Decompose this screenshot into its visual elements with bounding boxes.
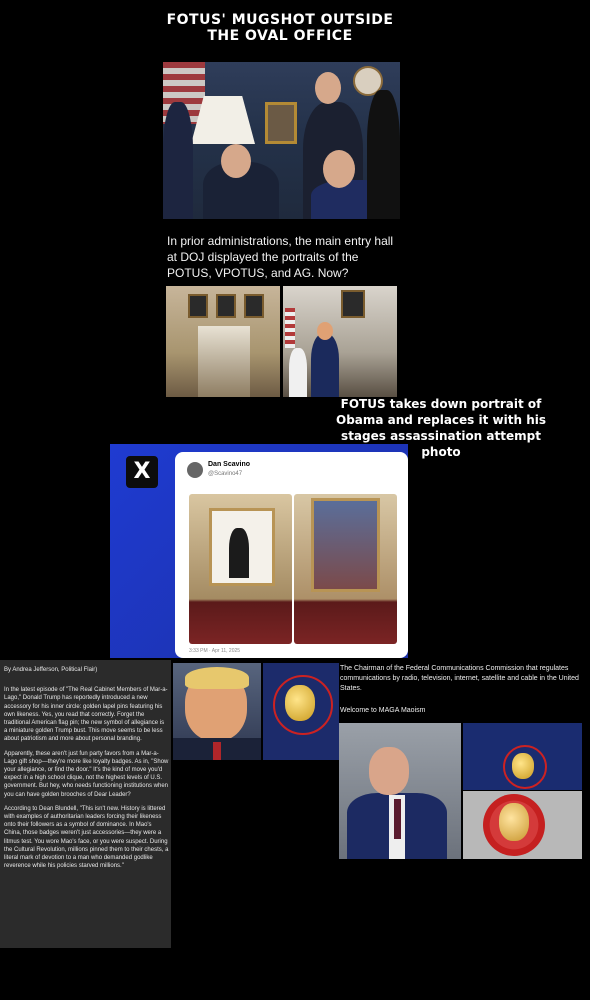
person-figure — [367, 90, 400, 219]
portrait-frame — [216, 294, 236, 318]
doj-hall-photo-before — [166, 286, 280, 397]
x-logo-icon: X — [126, 456, 158, 488]
fcc-description: The Chairman of the Federal Communications Commission that regulates communications by radio, television, internet, satellite and cable in the United States. — [340, 665, 579, 692]
person-face — [317, 322, 333, 340]
person-figure — [163, 102, 193, 219]
mao-bust-image — [499, 803, 529, 841]
person-tie — [213, 742, 221, 760]
portrait-figure — [229, 528, 249, 578]
person-hair — [185, 667, 249, 689]
oval-office-photo — [163, 62, 400, 219]
person-face — [315, 72, 341, 104]
tweet-date: 3:33 PM · Apr 11, 2025 — [189, 648, 241, 654]
fcc-chairman-photo — [339, 723, 461, 859]
article-screenshot — [0, 660, 171, 948]
person-tie — [394, 799, 401, 839]
person-face — [221, 144, 251, 178]
tweet-card — [175, 452, 408, 658]
fcc-tagline: Welcome to MAGA Maoism — [340, 707, 426, 714]
doj-caption: In prior administrations, the main entry hall at DOJ displayed the portraits of the POTUS, VPOTUS, and AG. Now? — [167, 234, 394, 280]
fcc-text — [340, 664, 580, 728]
mao-badge-photo — [463, 791, 582, 859]
assassination-attempt-portrait-photo — [294, 494, 397, 644]
article-byline: By Andrea Jefferson, Political Flair) — [4, 667, 98, 673]
lapel-pin-closeup-photo — [463, 723, 582, 790]
gold-pin-image — [512, 753, 534, 779]
tweet-handle: @Scavino47 — [208, 471, 243, 477]
hallway — [198, 326, 250, 397]
headline: FOTUS' MUGSHOT OUTSIDE THE OVAL OFFICE — [166, 12, 394, 44]
portrait-caption: FOTUS takes down portrait of Obama and replaces it with his stages assassination attempt photo — [336, 397, 546, 459]
portrait-frame — [188, 294, 208, 318]
avatar — [187, 462, 203, 478]
gold-pin-photo — [263, 663, 339, 760]
portrait-frame — [311, 498, 380, 592]
x-post-screenshot — [110, 444, 408, 658]
trump-photo — [173, 663, 261, 760]
doj-hall-photo-after — [283, 286, 397, 397]
person-figure — [311, 334, 339, 397]
article-paragraph: According to Dean Blundell, "This isn't new. History is littered with examples of authoritarian leaders forcing their likeness onto their followers as a symbol of dominance. In Mao's China, those badges weren't just accessories—they were a litmus test. You wore Mao's face, or you were suspect. During the Cultural Revolution, millions pinned them to their chests, a literal mark of devotion to a man who demanded godlike reverence while his policies starved millions." — [4, 805, 169, 870]
flag-image — [285, 308, 295, 348]
obama-portrait-photo — [189, 494, 292, 644]
person-face — [323, 150, 355, 188]
portrait-frame — [341, 290, 365, 318]
person-figure — [289, 348, 307, 397]
article-paragraph: Apparently, these aren't just fun party favors from a Mar-a-Lago gift shop—they're more like loyalty badges. As in, "Show your allegiance, or find the door." It's the kind of move you'd expect in a high school clique, not the highest levels of U.S. government. But hey, who needs functioning institutions when you can have golden brooches of Dear Leader? — [4, 750, 169, 798]
article-paragraph: In the latest episode of "The Real Cabinet Members of Mar-a-Lago," Donald Trump has reportedly introduced a new accessory for his inner circle: golden lapel pins featuring his own likeness. Yes, you read that correctly. Forget the traditional American flag pin; the new symbol of allegiance is a miniature golden Trump bust. This move seems to be less about patriotism and more about personal branding. — [4, 687, 168, 743]
gold-pin-image — [285, 685, 315, 721]
mugshot-portrait-image — [265, 102, 297, 144]
person-face — [369, 747, 409, 795]
tweet-author: Dan Scavino — [208, 461, 251, 468]
portrait-frame — [244, 294, 264, 318]
